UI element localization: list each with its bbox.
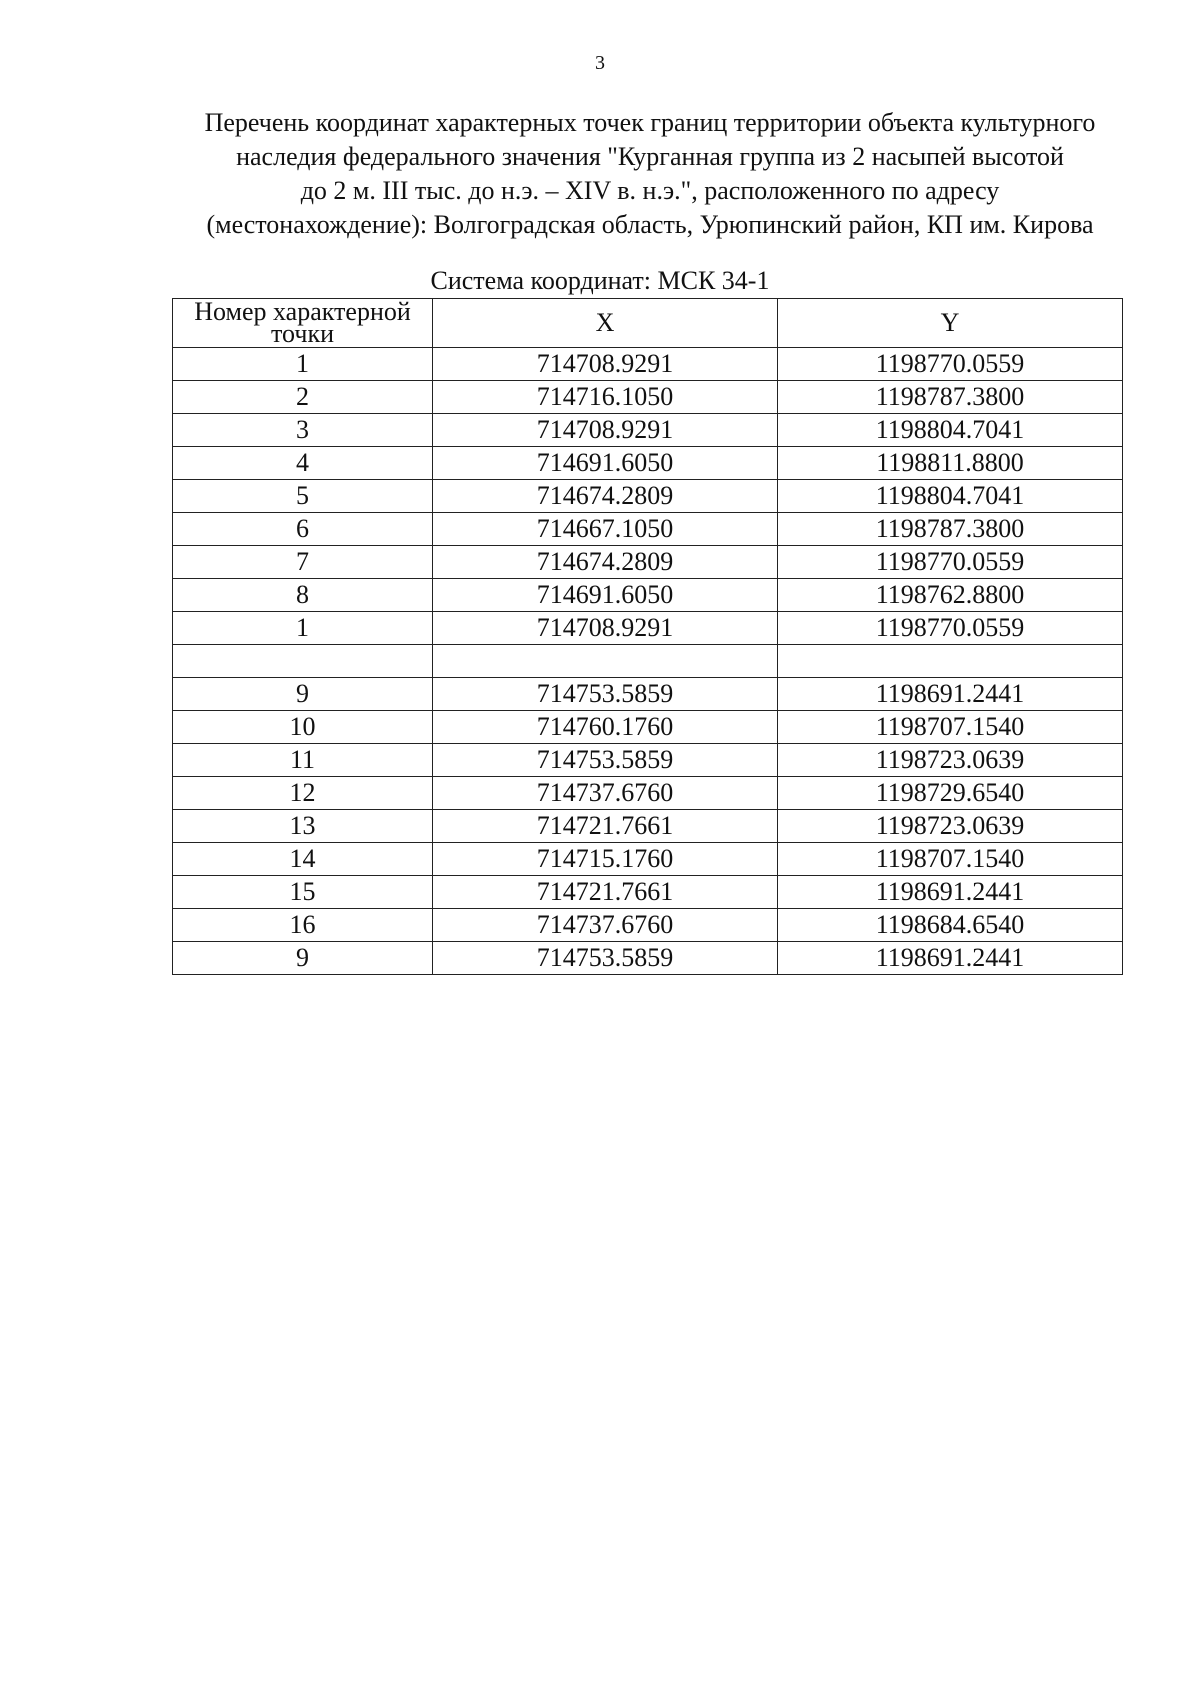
coordinate-system-caption: Система координат: МСК 34-1 (430, 266, 770, 295)
header-x: X (433, 299, 778, 348)
cell-point-number: 10 (173, 711, 433, 744)
table-row (173, 513, 1123, 546)
cell-point-number: 11 (173, 744, 433, 777)
cell-x: 714691.6050 (433, 447, 778, 480)
table-row (173, 777, 1123, 810)
cell-y: 1198723.0639 (778, 810, 1123, 843)
table-row (173, 678, 1123, 711)
cell-x: 714715.1760 (433, 843, 778, 876)
cell-y: 1198804.7041 (778, 414, 1123, 447)
table-row (173, 645, 1123, 678)
table-row (173, 546, 1123, 579)
cell-point-number (173, 645, 433, 678)
cell-x: 714691.6050 (433, 579, 778, 612)
table-row (173, 414, 1123, 447)
cell-x: 714708.9291 (433, 414, 778, 447)
cell-y: 1198770.0559 (778, 348, 1123, 381)
cell-point-number: 8 (173, 579, 433, 612)
table-row (173, 876, 1123, 909)
header-point-number: Номер характерной точки (173, 299, 433, 348)
cell-point-number: 6 (173, 513, 433, 546)
document-title (150, 106, 1150, 242)
cell-point-number: 14 (173, 843, 433, 876)
table-row (173, 843, 1123, 876)
cell-point-number: 9 (173, 678, 433, 711)
cell-x: 714674.2809 (433, 480, 778, 513)
title-line: (местонахождение): Волгоградская область, Урюпинский район, КП им. Кирова (206, 210, 1094, 239)
cell-point-number: 16 (173, 909, 433, 942)
table-row (173, 810, 1123, 843)
cell-y: 1198723.0639 (778, 744, 1123, 777)
cell-y: 1198762.8800 (778, 579, 1123, 612)
table-row (173, 579, 1123, 612)
table-row (173, 942, 1123, 975)
cell-x: 714737.6760 (433, 777, 778, 810)
table-row (173, 348, 1123, 381)
cell-x: 714753.5859 (433, 744, 778, 777)
cell-x: 714721.7661 (433, 810, 778, 843)
cell-x: 714667.1050 (433, 513, 778, 546)
cell-x: 714708.9291 (433, 612, 778, 645)
title-line: до 2 м. III тыс. до н.э. – XIV в. н.э.", расположенного по адресу (300, 176, 1000, 205)
cell-y: 1198684.6540 (778, 909, 1123, 942)
cell-point-number: 12 (173, 777, 433, 810)
cell-y: 1198707.1540 (778, 843, 1123, 876)
cell-point-number: 4 (173, 447, 433, 480)
cell-x: 714716.1050 (433, 381, 778, 414)
cell-x: 714674.2809 (433, 546, 778, 579)
cell-y: 1198804.7041 (778, 480, 1123, 513)
table-row (173, 711, 1123, 744)
cell-x: 714721.7661 (433, 876, 778, 909)
cell-y: 1198787.3800 (778, 381, 1123, 414)
cell-y: 1198811.8800 (778, 447, 1123, 480)
table-row (173, 480, 1123, 513)
cell-point-number: 3 (173, 414, 433, 447)
cell-point-number: 1 (173, 348, 433, 381)
cell-point-number: 7 (173, 546, 433, 579)
table-header-row (173, 299, 1123, 348)
cell-y: 1198770.0559 (778, 546, 1123, 579)
cell-x (433, 645, 778, 678)
cell-x: 714708.9291 (433, 348, 778, 381)
cell-y (778, 645, 1123, 678)
table-row (173, 381, 1123, 414)
cell-y: 1198691.2441 (778, 876, 1123, 909)
cell-point-number: 5 (173, 480, 433, 513)
cell-point-number: 1 (173, 612, 433, 645)
cell-y: 1198707.1540 (778, 711, 1123, 744)
cell-point-number: 15 (173, 876, 433, 909)
title-line: Перечень координат характерных точек границ территории объекта культурного (204, 108, 1096, 137)
table-row (173, 909, 1123, 942)
table-row (173, 744, 1123, 777)
title-line: наследия федерального значения "Курганная группа из 2 насыпей высотой (236, 142, 1064, 171)
table-row (173, 612, 1123, 645)
cell-point-number: 2 (173, 381, 433, 414)
coordinates-table (172, 298, 1123, 975)
cell-x: 714753.5859 (433, 678, 778, 711)
cell-x: 714737.6760 (433, 909, 778, 942)
cell-y: 1198770.0559 (778, 612, 1123, 645)
cell-y: 1198729.6540 (778, 777, 1123, 810)
cell-point-number: 9 (173, 942, 433, 975)
cell-x: 714760.1760 (433, 711, 778, 744)
table-row (173, 447, 1123, 480)
cell-point-number: 13 (173, 810, 433, 843)
header-y: Y (778, 299, 1123, 348)
cell-y: 1198787.3800 (778, 513, 1123, 546)
table-body (173, 348, 1123, 975)
cell-y: 1198691.2441 (778, 678, 1123, 711)
cell-x: 714753.5859 (433, 942, 778, 975)
cell-y: 1198691.2441 (778, 942, 1123, 975)
page-number: 3 (595, 52, 605, 74)
